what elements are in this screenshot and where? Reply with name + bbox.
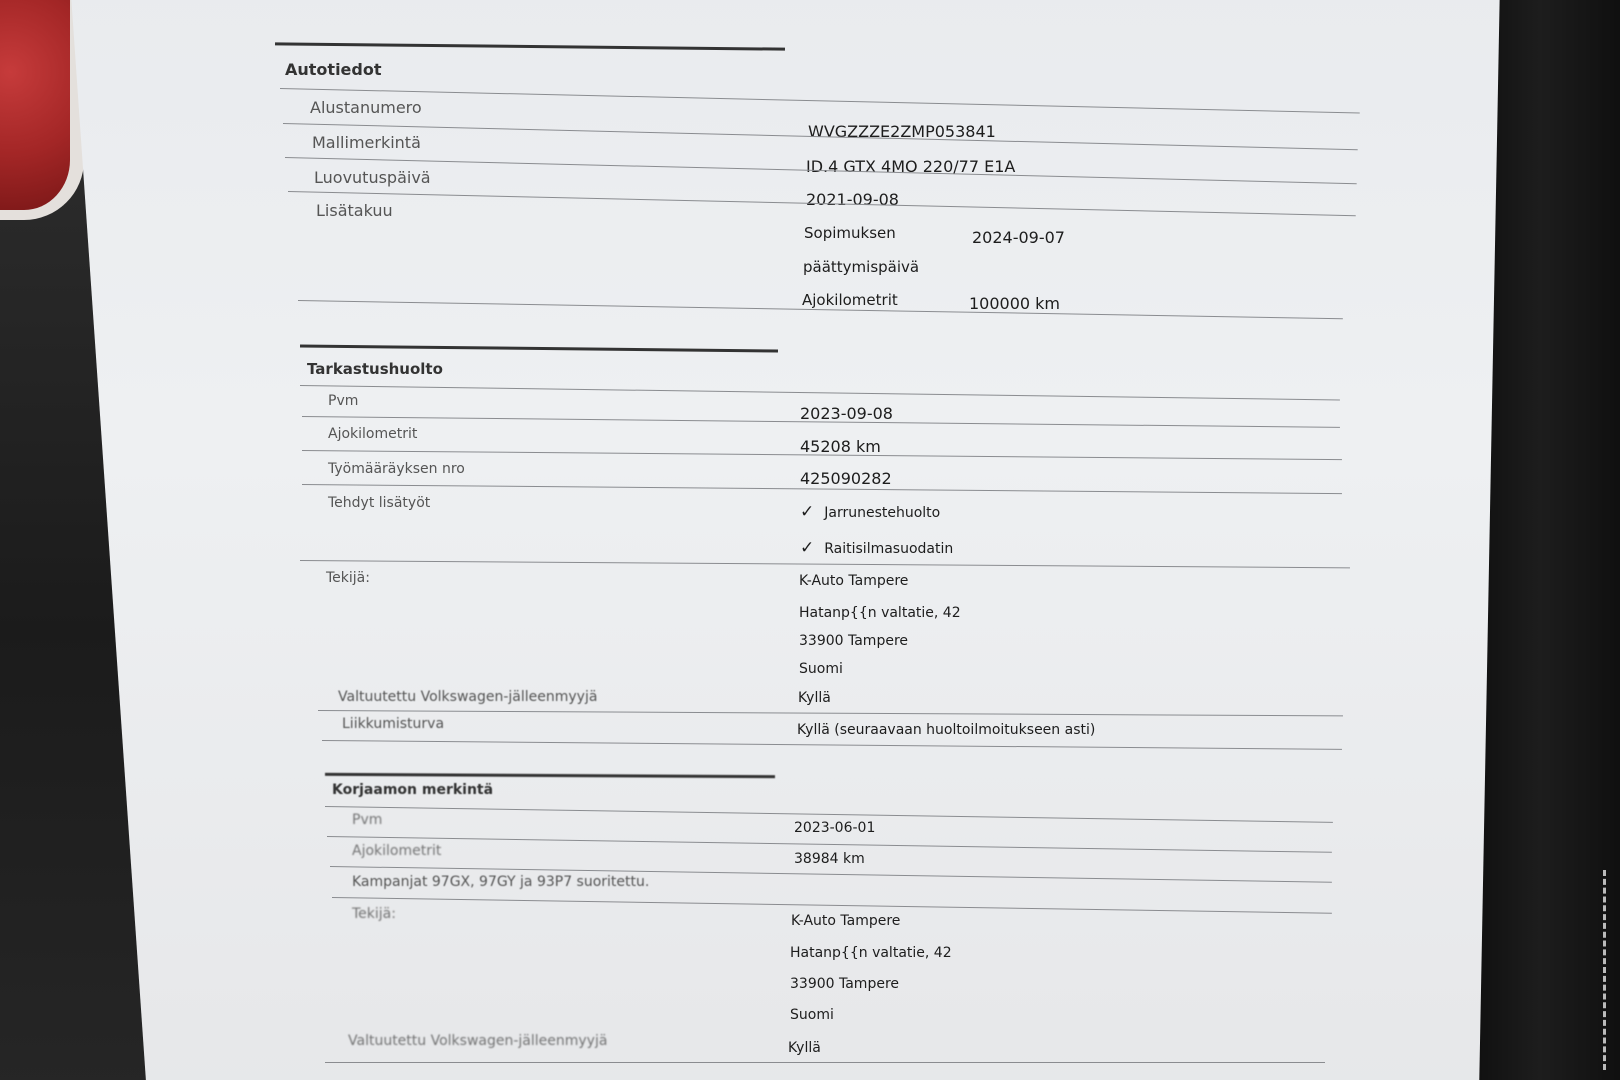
mobility-guarantee-label: Liikkumisturva (342, 716, 445, 732)
model-value: ID.4 GTX 4MO 220/77 E1A (806, 157, 1016, 176)
model-label: Mallimerkintä (312, 133, 421, 152)
vin-label: Alustanumero (310, 98, 422, 117)
performer-line: K-Auto Tampere (799, 573, 909, 589)
vin-value: WVGZZZE2ZMP053841 (808, 122, 996, 141)
workshop-km-label: Ajokilometrit (352, 843, 442, 859)
workshop-performer-line: 33900 Tampere (790, 976, 899, 992)
workshop-performer-label: Tekijä: (352, 906, 396, 922)
inspection-date-label: Pvm (328, 393, 359, 409)
work-order-label: Työmääräyksen nro (328, 461, 465, 477)
section-heading-bar (300, 344, 778, 352)
extra-warranty-label: Lisätakuu (316, 201, 393, 220)
extra-work-item: ✓ Raitisilmasuodatin (800, 538, 954, 558)
performer-line: Hatanp{{n valtatie, 42 (799, 605, 961, 621)
delivery-date-value: 2021-09-08 (806, 190, 899, 209)
rule (300, 560, 1350, 568)
workshop-km-value: 38984 km (794, 851, 865, 867)
section-heading-bar (325, 773, 775, 778)
performer-label: Tekijä: (326, 570, 370, 586)
rule (322, 740, 1342, 750)
warranty-km-label: Ajokilometrit (802, 291, 898, 309)
workshop-performer-line: K-Auto Tampere (791, 913, 901, 929)
inspection-km-value: 45208 km (800, 437, 881, 456)
mobility-guarantee-value: Kyllä (seuraavaan huoltoilmoitukseen asti) (797, 722, 1096, 738)
rule (300, 385, 1340, 401)
contract-end-date: 2024-09-07 (972, 228, 1065, 247)
authorized-dealer-value: Kyllä (798, 690, 831, 706)
performer-line: Suomi (799, 661, 843, 677)
checkmark-icon: ✓ (800, 502, 815, 522)
workshop-date-value: 2023-06-01 (794, 820, 876, 836)
performer-line: 33900 Tampere (799, 633, 908, 649)
section-heading-bar (275, 42, 785, 50)
warranty-km-value: 100000 km (969, 294, 1061, 313)
contract-end-label-2: päättymispäivä (803, 258, 920, 276)
autotiedot-title: Autotiedot (285, 60, 382, 79)
work-order-value: 425090282 (800, 469, 892, 488)
contract-end-label-1: Sopimuksen (804, 224, 896, 242)
workshop-note-title: Korjaamon merkintä (332, 782, 494, 798)
rule (332, 897, 1332, 914)
delivery-date-label: Luovutuspäivä (314, 168, 431, 187)
workshop-performer-line: Suomi (790, 1007, 834, 1023)
tarkastushuolto-title: Tarkastushuolto (307, 360, 443, 378)
authorized-dealer-label: Valtuutettu Volkswagen-jälleenmyyjä (338, 689, 598, 705)
workshop-dealer-value: Kyllä (788, 1040, 821, 1056)
inspection-km-label: Ajokilometrit (328, 426, 418, 442)
inspection-date-value: 2023-09-08 (800, 404, 893, 423)
workshop-performer-line: Hatanp{{n valtatie, 42 (790, 945, 952, 961)
rule (318, 710, 1343, 716)
campaign-note: Kampanjat 97GX, 97GY ja 93P7 suoritettu. (352, 874, 650, 890)
checkmark-icon: ✓ (800, 538, 815, 558)
rule (280, 88, 1360, 114)
extra-work-label: Tehdyt lisätyöt (328, 495, 431, 511)
extra-work-item: ✓ Jarrunestehuolto (800, 502, 941, 522)
rule (325, 1062, 1325, 1063)
workshop-date-label: Pvm (352, 812, 383, 828)
workshop-dealer-label: Valtuutettu Volkswagen-jälleenmyyjä (348, 1033, 608, 1049)
